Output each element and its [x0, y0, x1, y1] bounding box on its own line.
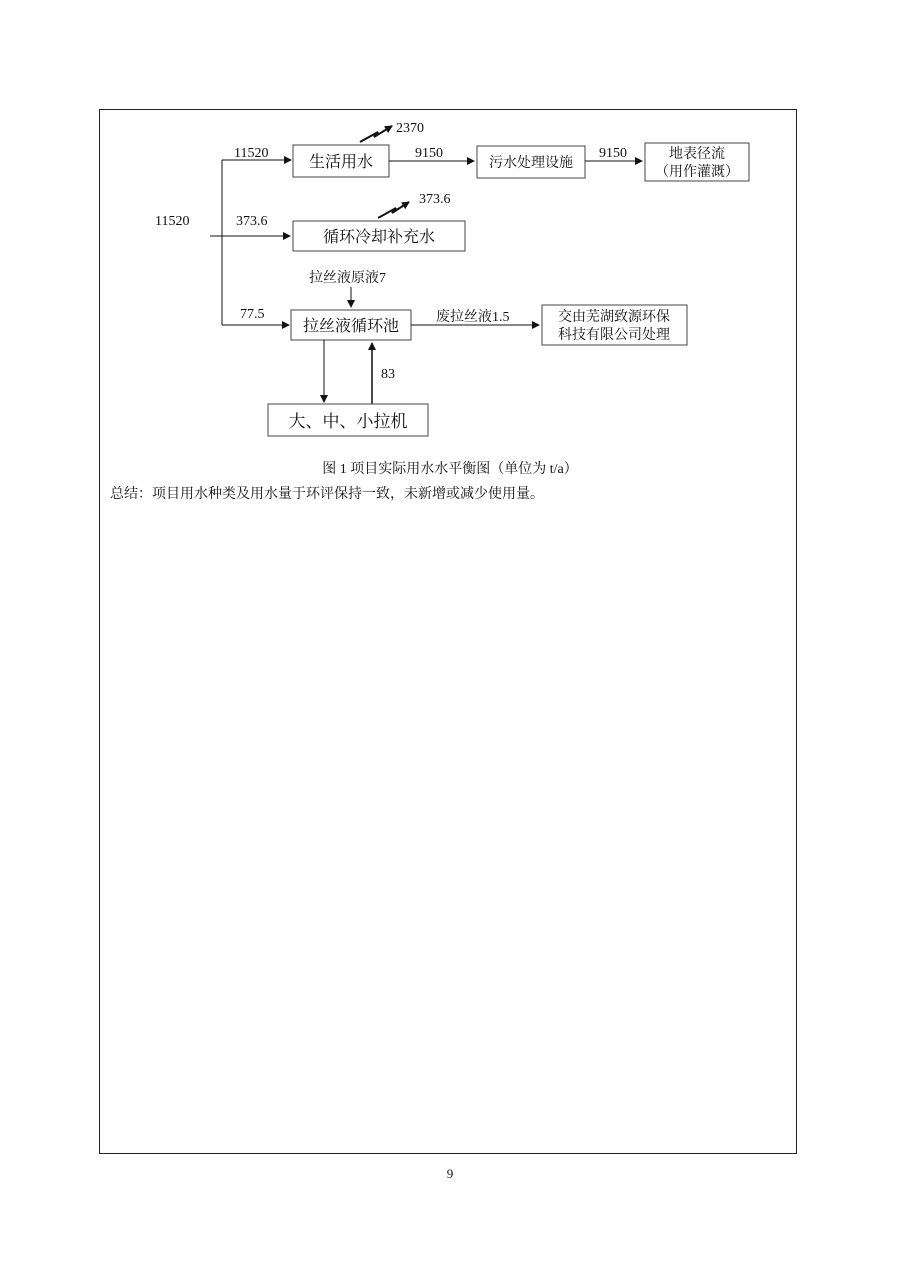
figure-caption: 图 1 项目实际用水水平衡图（单位为 t/a）: [322, 462, 578, 477]
box-company-label-2: 科技有限公司处理: [558, 328, 670, 343]
label-cooling-in: 373.6: [236, 214, 268, 229]
label-domestic-loss: 2370: [396, 121, 424, 136]
box-machines-label: 大、中、小拉机: [288, 412, 408, 431]
box-pool-label: 拉丝液循环池: [302, 318, 400, 335]
label-domestic-in: 11520: [234, 146, 269, 161]
water-balance-diagram: [0, 0, 900, 460]
box-sewage-label: 污水处理设施: [489, 156, 573, 171]
page-number: 9: [446, 1166, 454, 1181]
label-pool-in: 77.5: [240, 307, 265, 322]
evaporation-arrow-cooling: [378, 202, 409, 218]
label-stock-solution: 拉丝液原液7: [309, 271, 386, 286]
label-waste-liquid: 废拉丝液1.5: [436, 310, 510, 325]
box-runoff-label-2: （用作灌溉）: [655, 165, 739, 180]
box-domestic-label: 生活用水: [308, 154, 374, 171]
box-cooling-label: 循环冷却补充水: [322, 229, 436, 246]
summary-text: 总结：项目用水种类及用水量于环评保持一致，未新增或减少使用量。: [110, 486, 544, 502]
label-return-flow: 83: [381, 367, 395, 382]
label-total-in: 11520: [155, 214, 190, 229]
label-sewage-to-runoff: 9150: [599, 146, 627, 161]
box-runoff-label-1: 地表径流: [669, 147, 725, 162]
box-company-label-1: 交由芜湖致源环保: [558, 310, 670, 325]
evaporation-arrow-domestic: [360, 126, 392, 142]
label-domestic-to-sewage: 9150: [415, 146, 443, 161]
label-cooling-loss: 373.6: [419, 192, 451, 207]
